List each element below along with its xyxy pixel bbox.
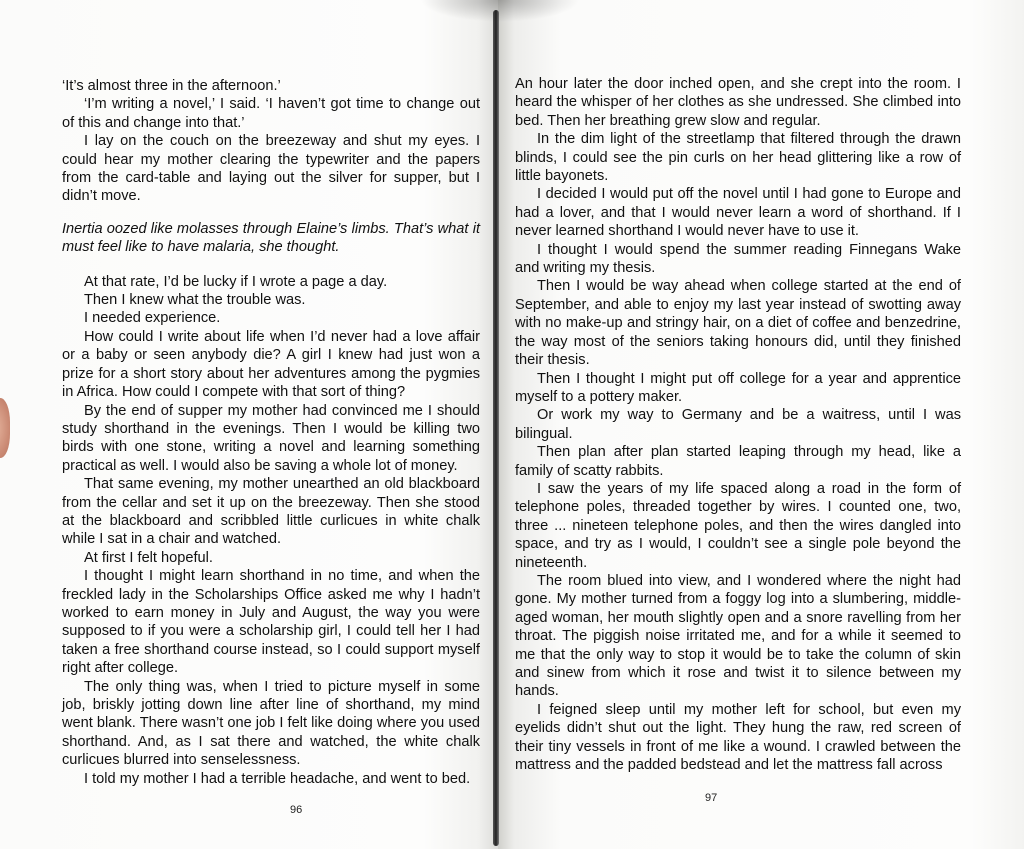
left-page [0,0,498,849]
paragraph: ‘It’s almost three in the afternoon.’ [62,78,281,94]
paragraph: An hour later the door inched open, and she crept into the room. I heard the whisper of her clothes as she undressed. She climbed into bed. Then her breathing grew slow and regular. [515,76,961,129]
page-number-right: 97 [705,792,718,804]
paragraph: I told my mother I had a terrible headache, and went to bed. [84,770,471,787]
book-spine [493,10,499,846]
right-page-text [515,75,961,774]
gutter-shadow [420,0,580,22]
paragraph: The only thing was, when I tried to picture myself in some job, briskly jotting down line after line of shorthand, my mind went blank. There wasn’t one job I felt like doing where you used shorthand. And, as I sat there and watched, the white chalk curlicues blurred into senselessness. [62,678,480,769]
page-number-left: 96 [290,804,303,816]
paragraph: I feigned sleep until my mother left for school, but even my eyelids didn’t shut out the light. They hung the raw, red screen of their tiny vessels in front of me like a wound. I crawled between the mattress and the padded bedstead and let the mattress fall across [515,701,961,774]
paragraph: I saw the years of my life spaced along a road in the form of telephone poles, threaded together by wires. I counted one, two, three ... nineteen telephone poles, and then the wires dangled into space, and try as I would, I couldn’t see a single pole beyond the nineteenth. [515,480,961,571]
paragraph: Then I would be way ahead when college started at the end of September, and able to enjoy my last year instead of swotting away with no make-up and stringy hair, on a diet of coffee and benzedrine, the way most of the seniors taking honours did, until they finished their thesis. [515,278,961,369]
paragraph: ‘I’m writing a novel,’ I said. ‘I haven’t got time to change out of this and change into that.’ [62,96,480,131]
italic-paragraph: Inertia oozed like molasses through Elaine’s limbs. That’s what it must feel like to have malaria, she thought. [62,220,480,256]
paragraph: In the dim light of the streetlamp that filtered through the drawn blinds, I could see the pin curls on her head glittering like a row of little bayonets. [515,131,961,185]
paragraph: At first I felt hopeful. [84,549,213,566]
thumb [0,398,10,458]
paragraph: I thought I would spend the summer reading Finnegans Wake and writing my thesis. [515,241,961,277]
left-page-text [62,77,480,788]
paragraph: Then I thought I might put off college for a year and apprentice myself to a pottery maker. [515,370,961,405]
paragraph: That same evening, my mother unearthed an old blackboard from the cellar and set it up on the breezeway. Then she stood at the blackboard and scribbled little curlicues in white chalk while I sat in a chair and watched. [62,476,480,548]
paragraph: By the end of supper my mother had convinced me I should study shorthand in the evenings. Then I would be killing two birds with one stone, writing a novel and learning something practical as well. I would also be saving a whole lot of money. [62,402,480,474]
paragraph: I decided I would put off the novel until I had gone to Europe and had a lover, and that I would never learn a word of shorthand. If I never learned shorthand I would never have to use it. [515,186,961,240]
paragraph: Then plan after plan started leaping through my head, like a family of scatty rabbits. [515,444,961,479]
paragraph: Or work my way to Germany and be a waitress, until I was bilingual. [515,407,961,442]
paragraph: I thought I might learn shorthand in no time, and when the freckled lady in the Scholarships Office asked me why I hadn’t worked to earn money in July and August, the way you were supposed to if you were a scholarship girl, I could tell her I had taken a free shorthand course instead, so I could support myself right after college. [62,568,480,677]
paragraph: I needed experience. [84,310,221,327]
paragraph: At that rate, I’d be lucky if I wrote a page a day. [84,273,388,290]
paragraph: Then I knew what the trouble was. [84,292,306,309]
paragraph: I lay on the couch on the breezeway and shut my eyes. I could hear my mother clearing the typewriter and the papers from the card-table and laying out the silver for supper, but I didn’t move. [62,133,480,205]
paragraph: How could I write about life when I’d never had a love affair or a baby or seen anybody die? A girl I knew had just won a prize for a short story about her adventures among the pygmies in Africa. How could I compete with that sort of thing? [62,328,480,401]
paragraph: The room blued into view, and I wondered where the night had gone. My mother turned from a foggy log into a slumbering, middle-aged woman, her mouth slightly open and a snore ravelling from her throat. The piggish noise irritated me, and for a while it seemed to me that the only way to stop it would be to take the column of skin and sinew from which it rose and twist it to silence between my hands. [515,572,961,700]
